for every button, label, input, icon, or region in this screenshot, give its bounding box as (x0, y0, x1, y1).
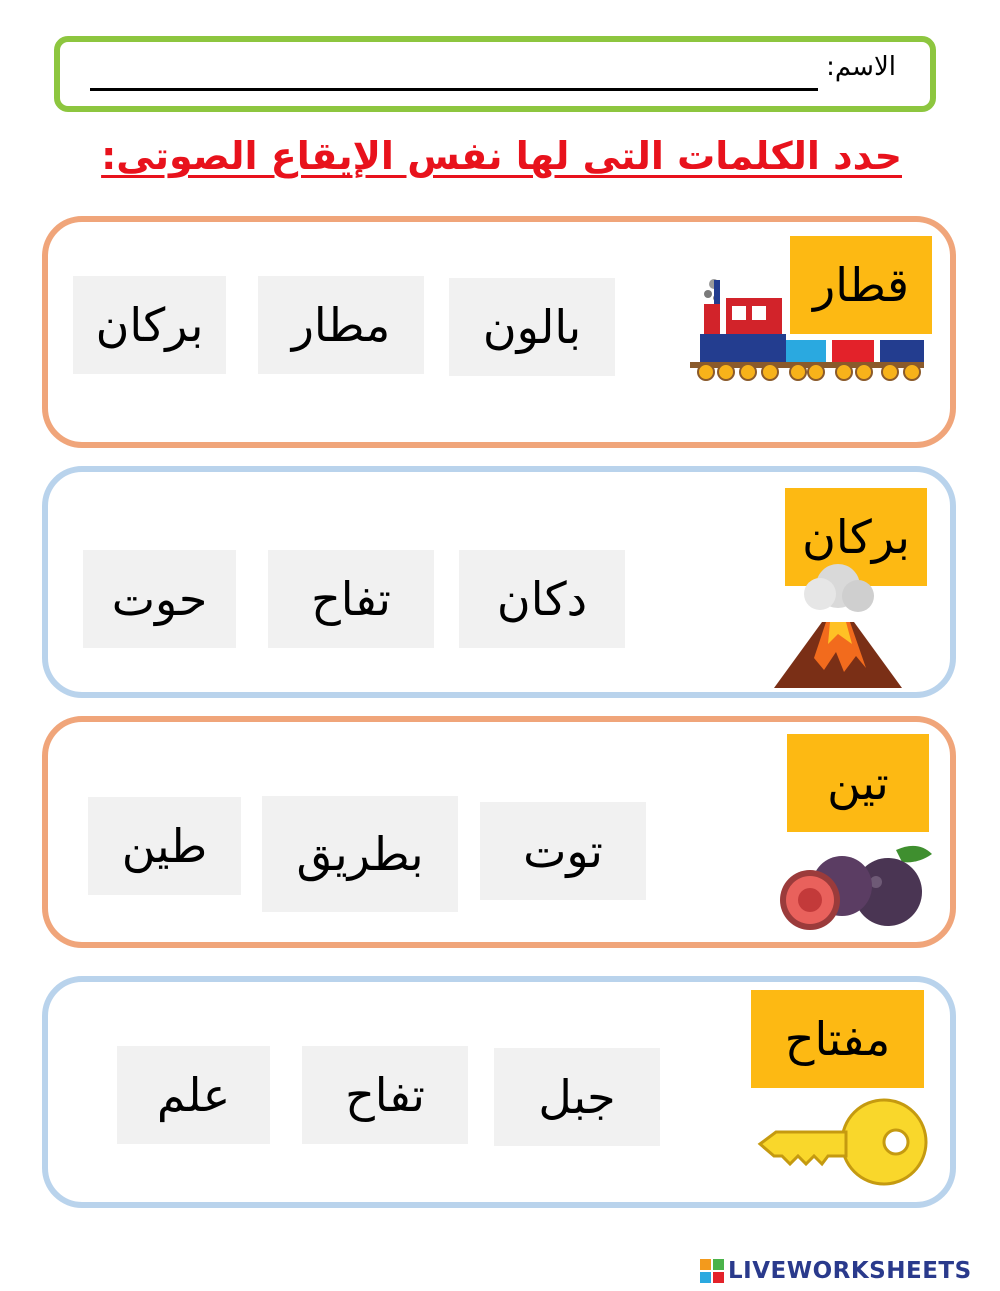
liveworksheets-logo-icon (700, 1259, 724, 1283)
option-2-3[interactable]: حوت (83, 550, 236, 648)
brand-name: LIVEWORKSHEETS (728, 1258, 972, 1284)
option-2-2[interactable]: تفاح (268, 550, 434, 648)
name-label: الاسم: (826, 52, 896, 82)
option-1-2[interactable]: مطار (258, 276, 424, 374)
option-4-2[interactable]: تفاح (302, 1046, 468, 1144)
row-label-3: تين (787, 734, 929, 832)
instruction-title: حدد الكلمات التى لها نفس الإيقاع الصوتى: (101, 134, 902, 178)
volcano-icon (770, 560, 904, 692)
option-1-1[interactable]: بالون (449, 278, 615, 376)
option-4-3[interactable]: علم (117, 1046, 270, 1144)
key-icon (756, 1094, 932, 1194)
fig-icon (778, 840, 934, 930)
row-label-4: مفتاح (751, 990, 924, 1088)
train-icon (686, 276, 926, 386)
brand-logo (700, 1256, 972, 1286)
name-box (54, 36, 936, 112)
option-3-2[interactable]: بطريق (262, 796, 458, 912)
option-3-3[interactable]: طين (88, 797, 241, 895)
option-4-1[interactable]: جبل (494, 1048, 660, 1146)
name-line[interactable] (90, 88, 818, 91)
row-label-2: بركان (785, 488, 927, 586)
option-1-3[interactable]: بركان (73, 276, 226, 374)
option-3-1[interactable]: توت (480, 802, 646, 900)
option-2-1[interactable]: دكان (459, 550, 625, 648)
row-label-1: قطار (790, 236, 932, 334)
